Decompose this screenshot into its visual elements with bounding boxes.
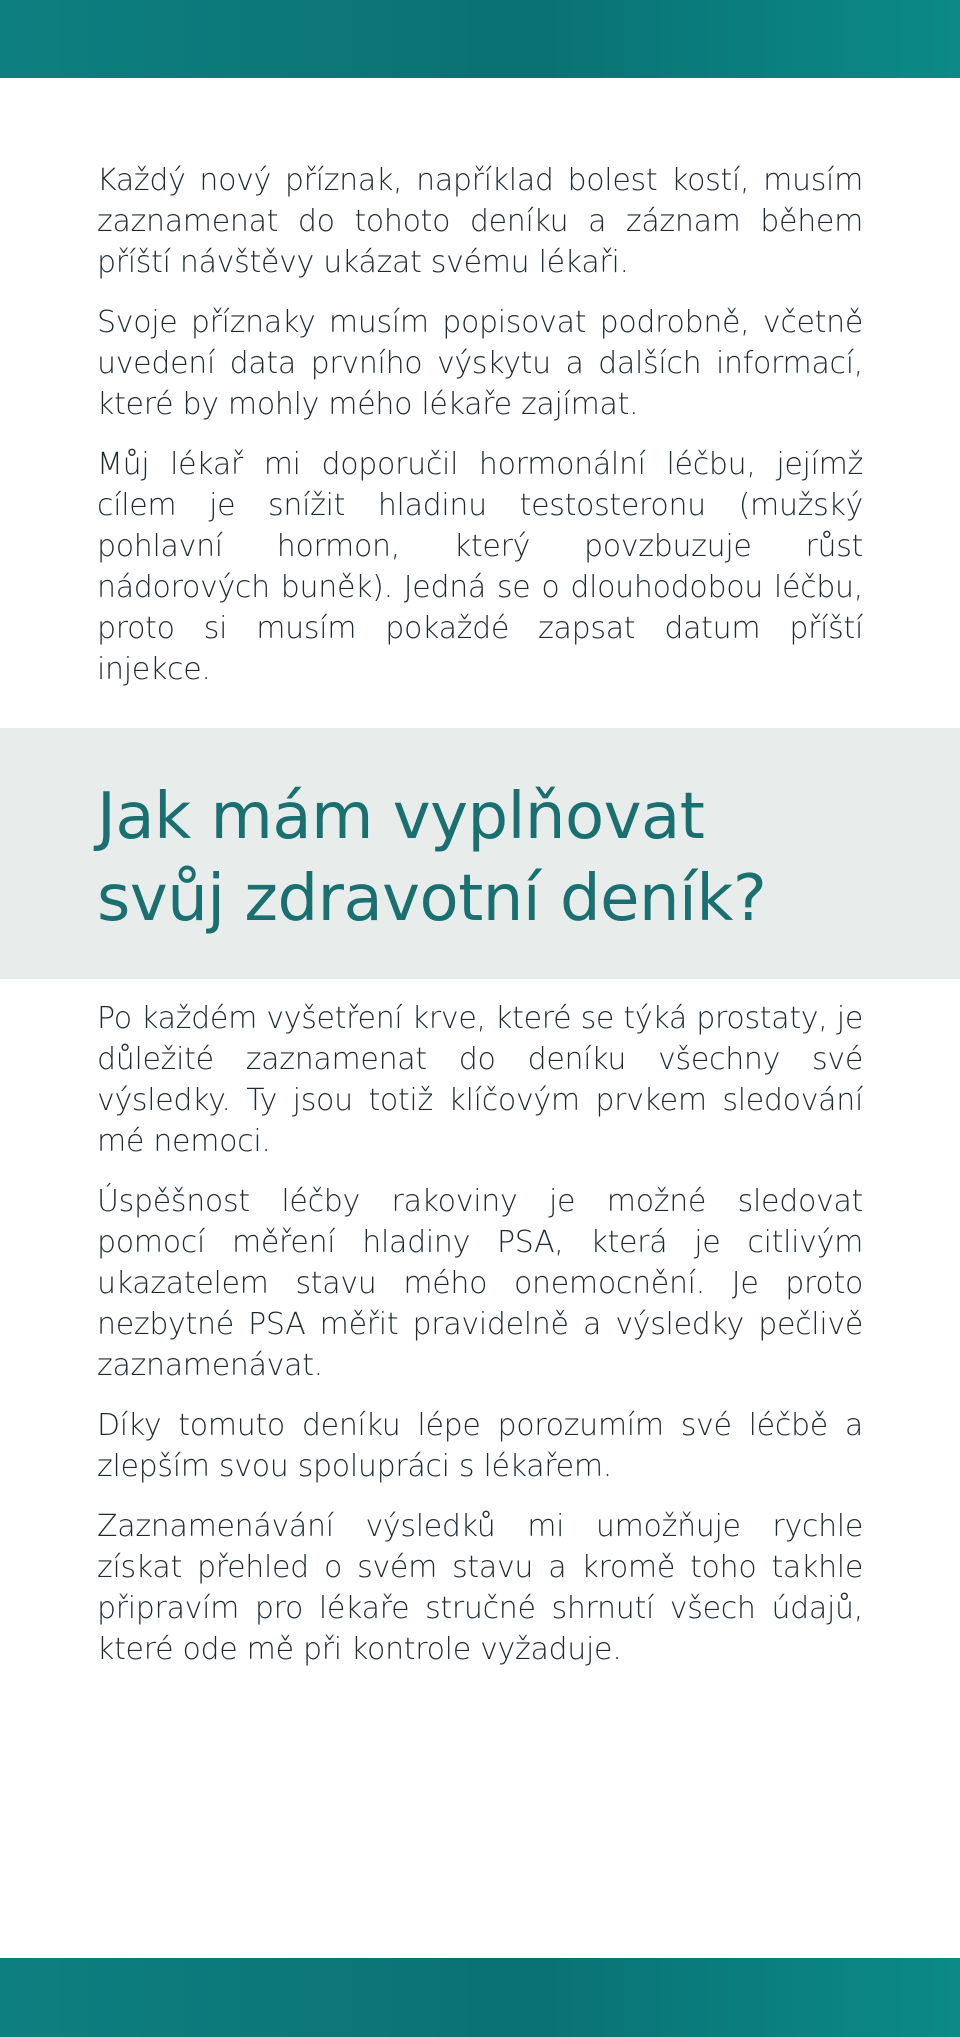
body-paragraph-1: Po každém vyšetření krve, které se týká prostaty, je důležité zaznamenat do deníku všechny své výsledky. Ty jsou totiž klíčovým prvkem sledování mé nemoci. xyxy=(97,1001,863,1159)
body-section xyxy=(97,998,863,1689)
intro-paragraph-1: Každý nový příznak, například bolest kostí, musím zaznamenat do tohoto deníku a záznam během příští návštěvy ukázat svému lékaři. xyxy=(97,163,863,280)
body-paragraph-4: Zaznamenávání výsledků mi umožňuje rychle získat přehled o svém stavu a kromě toho takhle připravím pro lékaře stručné shrnutí všech údajů, které ode mě při kontrole vyžaduje. xyxy=(97,1509,863,1667)
body-paragraph-3: Díky tomuto deníku lépe porozumím své léčbě a zlepším svou spolupráci s lékařem. xyxy=(97,1408,863,1484)
intro-paragraph-3: Můj lékař mi doporučil hormonální léčbu, jejímž cílem je snížit hladinu testosteronu (mužský pohlavní hormon, který povzbuzuje růst nádorových buněk). Jedná se o dlouhodobou léčbu, proto si musím pokaždé zapsat datum příští injekce. xyxy=(97,447,863,687)
intro-paragraph-2: Svoje příznaky musím popisovat podrobně, včetně uvedení data prvního výskytu a dalších informací, které by mohly mého lékaře zajímat. xyxy=(97,305,863,422)
section-heading-line-2: svůj zdravotní deník? xyxy=(97,862,767,936)
bottom-color-band xyxy=(0,1958,960,2037)
section-heading-line-1: Jak mám vyplňovat xyxy=(97,780,705,854)
body-paragraph-2: Úspěšnost léčby rakoviny je možné sledovat pomocí měření hladiny PSA, která je citlivým ukazatelem stavu mého onemocnění. Je proto nezbytné PSA měřit pravidelně a výsledky pečlivě zaznamenávat. xyxy=(97,1184,863,1383)
section-heading-band xyxy=(0,728,960,979)
intro-section xyxy=(97,160,863,709)
section-heading xyxy=(97,776,766,940)
top-color-band xyxy=(0,0,960,78)
